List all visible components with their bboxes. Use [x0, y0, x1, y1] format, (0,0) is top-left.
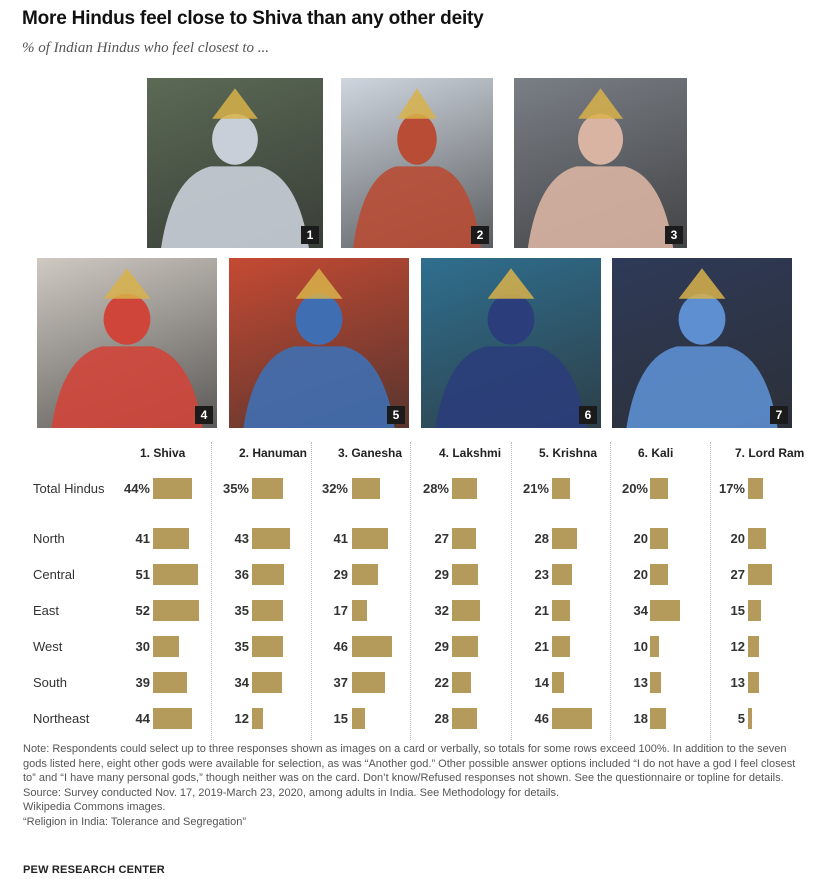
bar: [153, 478, 192, 499]
column-divider: [511, 442, 512, 740]
data-label: 46: [333, 639, 348, 654]
row-label: North: [33, 531, 65, 546]
bar: [650, 672, 661, 693]
data-label: 21%: [522, 481, 549, 496]
image-credit: Wikipedia Commons images.: [23, 801, 166, 814]
data-label: 29: [333, 567, 348, 582]
shiva-statue-icon: [147, 78, 323, 248]
data-label: 29: [434, 639, 449, 654]
data-label: 32: [434, 603, 449, 618]
bar: [352, 636, 392, 657]
data-label: 28%: [422, 481, 449, 496]
bar: [252, 636, 283, 657]
data-label: 32%: [321, 481, 348, 496]
data-label: 35: [234, 603, 249, 618]
bar: [252, 600, 283, 621]
krishna-statue-icon: [229, 258, 409, 428]
bar: [252, 478, 283, 499]
bar: [352, 564, 378, 585]
image-number-badge: 5: [387, 406, 405, 424]
bar: [153, 528, 189, 549]
data-label: 29: [434, 567, 449, 582]
bar: [452, 478, 477, 499]
data-label: 52: [135, 603, 150, 618]
data-label: 20%: [621, 481, 648, 496]
bar: [452, 564, 478, 585]
bar: [650, 600, 680, 621]
bar: [452, 600, 480, 621]
bar: [352, 708, 365, 729]
lakshmi-statue-icon: [37, 258, 217, 428]
kali-statue-icon: [421, 258, 601, 428]
chart-notes: [23, 742, 808, 830]
data-label: 28: [534, 531, 549, 546]
row-label: West: [33, 639, 63, 654]
data-label: 13: [730, 675, 745, 690]
bar: [552, 636, 570, 657]
bar: [352, 528, 388, 549]
source-text: Source: Survey conducted Nov. 17, 2019-March 23, 2020, among adults in India. See Methodology for details.: [23, 786, 560, 799]
image-number-badge: 7: [770, 406, 788, 424]
data-label: 34: [633, 603, 648, 618]
data-label: 13: [633, 675, 648, 690]
column-divider: [410, 442, 411, 740]
data-label: 43: [234, 531, 249, 546]
data-label: 36: [234, 567, 249, 582]
bar: [748, 708, 752, 729]
deity-silhouette: [37, 258, 217, 428]
row-label: Northeast: [33, 711, 90, 726]
bar: [252, 708, 263, 729]
bar: [352, 672, 385, 693]
data-label: 35: [234, 639, 249, 654]
image-number-badge: 3: [665, 226, 683, 244]
bar: [552, 478, 570, 499]
bar: [650, 564, 668, 585]
data-label: 10: [633, 639, 648, 654]
bar: [650, 528, 668, 549]
bar: [452, 528, 476, 549]
data-label: 27: [730, 567, 745, 582]
data-label: 20: [730, 531, 745, 546]
column-header: 2. Hanuman: [239, 446, 308, 460]
bar: [650, 636, 659, 657]
data-label: 22: [434, 675, 449, 690]
image-number-badge: 4: [195, 406, 213, 424]
data-label: 39: [135, 675, 150, 690]
row-label: East: [33, 603, 60, 618]
deity-silhouette: [341, 78, 493, 248]
data-label: 44: [135, 711, 150, 726]
data-label: 30: [135, 639, 150, 654]
bar: [748, 636, 759, 657]
hanuman-statue-icon: [341, 78, 493, 248]
bar: [748, 478, 763, 499]
chart-title: More Hindus feel close to Shiva than any other deity: [22, 8, 484, 29]
bar: [452, 672, 471, 693]
data-label: 41: [135, 531, 150, 546]
column-divider: [610, 442, 611, 740]
bar: [748, 564, 772, 585]
bar: [153, 708, 192, 729]
deity-silhouette: [514, 78, 687, 248]
row-label: South: [33, 675, 67, 690]
data-label: 20: [633, 567, 648, 582]
bar: [352, 478, 380, 499]
data-label: 34: [234, 675, 249, 690]
bar: [748, 528, 766, 549]
data-label: 15: [333, 711, 348, 726]
data-label: 20: [633, 531, 648, 546]
ganesha-statue-icon: [514, 78, 687, 248]
data-label: 44%: [123, 481, 150, 496]
bar: [153, 564, 198, 585]
bar: [352, 600, 367, 621]
image-number-badge: 1: [301, 226, 319, 244]
data-label: 14: [534, 675, 549, 690]
column-header: 4. Lakshmi: [439, 446, 502, 460]
data-label: 12: [730, 639, 745, 654]
data-label: 27: [434, 531, 449, 546]
deity-silhouette: [612, 258, 792, 428]
data-label: 23: [534, 567, 549, 582]
data-label: 5: [737, 711, 745, 726]
pew-logo-text: PEW RESEARCH CENTER: [23, 864, 165, 876]
lord-ram-statue-icon: [612, 258, 792, 428]
bar: [452, 708, 477, 729]
data-label: 17: [333, 603, 348, 618]
bar: [252, 672, 282, 693]
bar: [650, 478, 668, 499]
column-header: 7. Lord Ram: [735, 446, 805, 460]
bar: [552, 672, 564, 693]
bar: [153, 600, 199, 621]
bar: [552, 564, 572, 585]
bar: [552, 708, 592, 729]
column-divider: [211, 442, 212, 740]
bar: [748, 600, 761, 621]
bar: [552, 528, 577, 549]
data-label: 21: [534, 603, 549, 618]
bar: [452, 636, 478, 657]
data-label: 41: [333, 531, 348, 546]
chart-subtitle: % of Indian Hindus who feel closest to ...: [22, 40, 270, 56]
column-header: 5. Krishna: [539, 446, 598, 460]
image-number-badge: 2: [471, 226, 489, 244]
bar: [650, 708, 666, 729]
data-label: 37: [333, 675, 348, 690]
row-label: Total Hindus: [33, 481, 105, 496]
data-label: 17%: [718, 481, 745, 496]
report-title: “Religion in India: Tolerance and Segregation”: [23, 815, 246, 828]
data-label: 15: [730, 603, 745, 618]
bar: [748, 672, 759, 693]
column-header: 3. Ganesha: [338, 446, 403, 460]
bar: [252, 528, 290, 549]
note-text: Note: Respondents could select up to three responses shown as images on a card or verbally, so totals for some rows exceed 100%. In addition to the seven gods listed here, eight other gods were available for selection, as was “Another god.” Other possible answer options included “I do not have a god I feel closest to” and “I have many personal gods,” though neither was on the card. Don’t know/Refused responses not shown. See the questionnaire or topline for details.: [23, 743, 796, 785]
bar: [153, 636, 179, 657]
deity-silhouette: [229, 258, 409, 428]
image-number-badge: 6: [579, 406, 597, 424]
column-header: 1. Shiva: [140, 446, 186, 460]
deity-silhouette: [147, 78, 323, 248]
data-label: 21: [534, 639, 549, 654]
data-label: 35%: [222, 481, 249, 496]
bar: [153, 672, 187, 693]
data-label: 12: [234, 711, 249, 726]
column-header: 6. Kali: [638, 446, 674, 460]
deity-silhouette: [421, 258, 601, 428]
bar: [252, 564, 284, 585]
row-label: Central: [33, 567, 75, 582]
data-label: 46: [534, 711, 549, 726]
data-label: 18: [633, 711, 648, 726]
data-label: 51: [135, 567, 150, 582]
bar: [552, 600, 570, 621]
data-label: 28: [434, 711, 449, 726]
column-divider: [311, 442, 312, 740]
